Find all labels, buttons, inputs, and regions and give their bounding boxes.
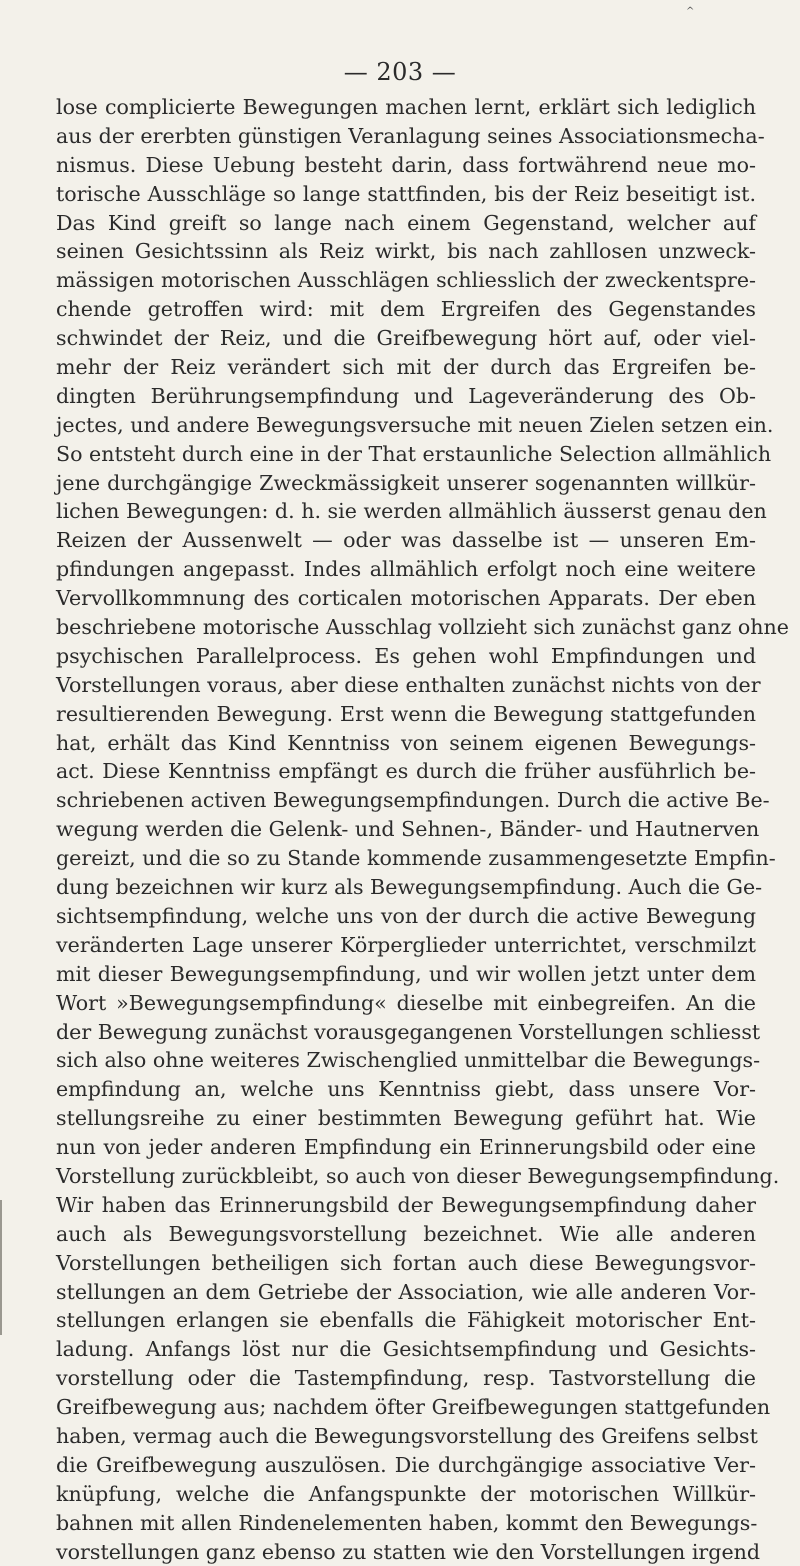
text-line: nismus. Diese Uebung besteht darin, dass fortwährend neue mo- [56, 152, 756, 177]
text-line: lichen Bewegungen: d. h. sie werden allmählich äusserst genau den [56, 499, 767, 524]
text-line: mässigen motorischen Ausschlägen schliesslich der zweckentspre- [56, 268, 756, 293]
text-line: dingten Berührungsempfindung und Lageveränderung des Ob- [56, 383, 756, 408]
text-line: der Bewegung zunächst vorausgegangenen Vorstellungen schliesst [56, 1019, 761, 1044]
text-line: stellungen erlangen sie ebenfalls die Fähigkeit motorischer Ent- [56, 1308, 756, 1333]
text-line: Das Kind greift so lange nach einem Gegenstand, welcher auf [56, 210, 756, 235]
text-line: jectes, und andere Bewegungsversuche mit neuen Zielen setzen ein. [56, 412, 774, 437]
text-line: nun von jeder anderen Empfindung ein Erinnerungsbild oder eine [56, 1135, 756, 1160]
text-line: resultierenden Bewegung. Erst wenn die Bewegung stattgefunden [56, 701, 756, 726]
text-line: chende getroffen wird: mit dem Ergreifen des Gegenstandes [56, 297, 756, 322]
text-line: pfindungen angepasst. Indes allmählich erfolgt noch eine weitere [56, 557, 756, 582]
text-line: veränderten Lage unserer Körperglieder unterrichtet, verschmilzt [56, 932, 756, 957]
text-line: Greifbewegung aus; nachdem öfter Greifbewegungen stattgefunden [56, 1395, 771, 1420]
text-line: empfindung an, welche uns Kenntniss giebt, dass unsere Vor- [56, 1077, 756, 1102]
text-line: auch als Bewegungsvorstellung bezeichnet. Wie alle anderen [56, 1221, 756, 1246]
page-number-header: — 203 — [343, 58, 457, 86]
text-line: ladung. Anfangs löst nur die Gesichtsempfindung und Gesichts- [56, 1337, 756, 1362]
text-line: Vorstellungen voraus, aber diese enthalten zunächst nichts von der [56, 672, 761, 697]
text-line: haben, vermag auch die Bewegungsvorstellung des Greifens selbst [56, 1423, 758, 1448]
text-line: seinen Gesichtssinn als Reiz wirkt, bis nach zahllosen unzweck- [56, 239, 756, 264]
text-line: jene durchgängige Zweckmässigkeit unserer sogenannten willkür- [56, 470, 756, 495]
text-line: Wir haben das Erinnerungsbild der Bewegungsempfindung daher [56, 1192, 756, 1217]
text-line: dung bezeichnen wir kurz als Bewegungsempfindung. Auch die Ge- [56, 875, 763, 900]
text-line: die Greifbewegung auszulösen. Die durchgängige associative Ver- [56, 1452, 756, 1477]
text-line: Vorstellungen betheiligen sich fortan auch diese Bewegungsvor- [56, 1250, 756, 1275]
text-line: hat, erhält das Kind Kenntniss von seinem eigenen Bewegungs- [56, 730, 756, 755]
body-text [56, 93, 789, 1566]
text-line: schwindet der Reiz, und die Greifbewegung hört auf, oder viel- [56, 326, 756, 351]
text-line: wegung werden die Gelenk- und Sehnen-, Bänder- und Hautnerven [56, 817, 760, 842]
text-line: beschriebene motorische Ausschlag vollzieht sich zunächst ganz ohne [56, 615, 789, 640]
text-line: bahnen mit allen Rindenelementen haben, kommt den Bewegungs- [56, 1510, 758, 1535]
text-line: Reizen der Aussenwelt — oder was dasselbe ist — unseren Em- [56, 528, 756, 553]
text-line: So entsteht durch eine in der That erstaunliche Selection allmählich [56, 441, 772, 466]
text-line: vorstellungen ganz ebenso zu statten wie den Vorstellungen irgend [56, 1539, 761, 1564]
text-line: sichtsempfindung, welche uns von der durch die active Bewegung [56, 903, 756, 928]
text-line: schriebenen activen Bewegungsempfindungen. Durch die active Be- [56, 788, 770, 813]
text-line: psychischen Parallelprocess. Es gehen wohl Empfindungen und [56, 643, 756, 668]
text-line: mit dieser Bewegungsempfindung, und wir wollen jetzt unter dem [56, 961, 756, 986]
text-line: lose complicierte Bewegungen machen lernt, erklärt sich lediglich [56, 95, 756, 119]
text-line: aus der ererbten günstigen Veranlagung seines Associationsmecha- [56, 123, 765, 148]
page-edge-shadow [0, 1200, 2, 1335]
text-line: torische Ausschläge so lange stattfinden, bis der Reiz beseitigt ist. [56, 181, 756, 206]
text-line: sich also ohne weiteres Zwischenglied unmittelbar die Bewegungs- [56, 1048, 761, 1073]
text-line: stellungsreihe zu einer bestimmten Bewegung geführt hat. Wie [56, 1106, 756, 1131]
text-line: vorstellung oder die Tastempfindung, resp. Tastvorstellung die [56, 1366, 756, 1391]
text-line: gereizt, und die so zu Stande kommende zusammengesetzte Empfin- [56, 846, 776, 871]
corner-mark: ^ [686, 6, 695, 17]
text-line: knüpfung, welche die Anfangspunkte der motorischen Willkür- [56, 1481, 756, 1506]
text-line: stellungen an dem Getriebe der Association, wie alle anderen Vor- [56, 1279, 756, 1304]
text-line: mehr der Reiz verändert sich mit der durch das Ergreifen be- [56, 355, 756, 380]
text-line: Vorstellung zurückbleibt, so auch von dieser Bewegungsempfindung. [56, 1163, 780, 1188]
text-line: Vervollkommnung des corticalen motorischen Apparats. Der eben [56, 586, 756, 611]
text-line: Wort »Bewegungsempfindung« dieselbe mit einbegreifen. An die [56, 990, 756, 1015]
text-line: act. Diese Kenntniss empfängt es durch die früher ausführlich be- [56, 759, 756, 784]
